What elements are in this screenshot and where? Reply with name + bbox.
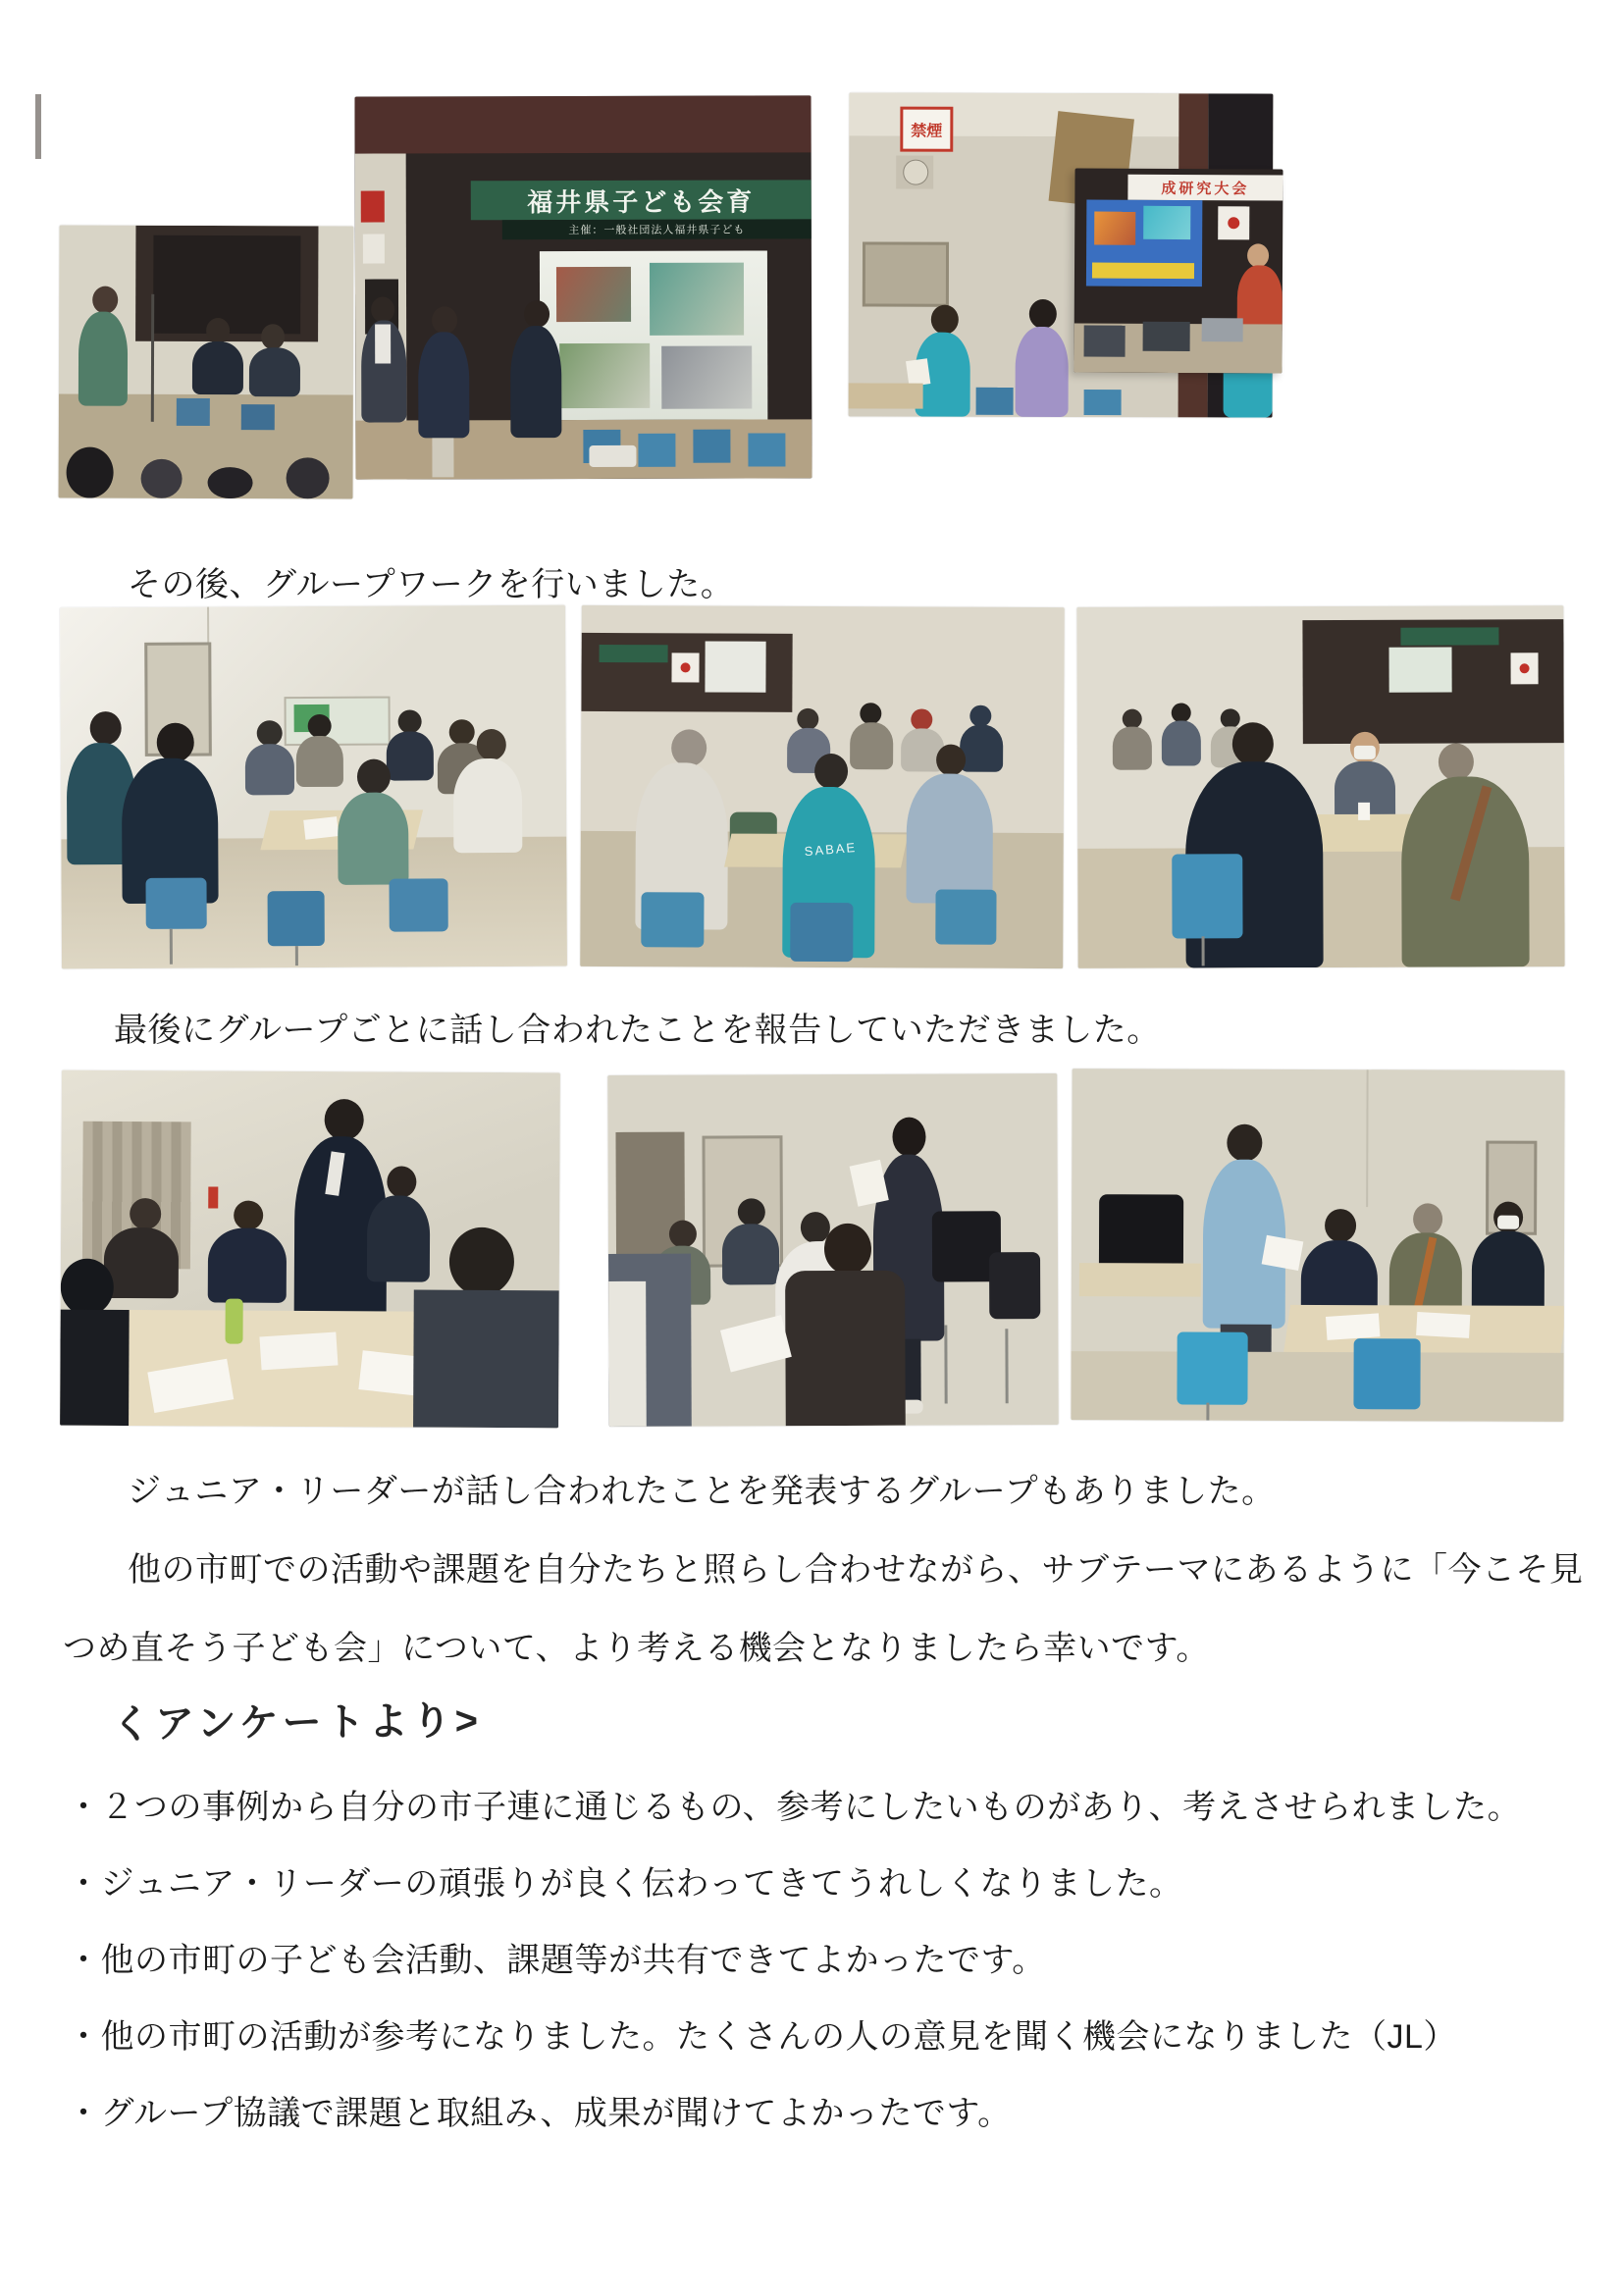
paragraph-reflection-line2: つめ直そう子ども会」について、より考える機会となりましたら幸いです。 bbox=[63, 1630, 1210, 1667]
chair bbox=[935, 890, 996, 945]
person-head-gray bbox=[671, 729, 707, 766]
person-figure bbox=[850, 722, 893, 769]
bottle bbox=[225, 1299, 242, 1344]
audience-head bbox=[669, 1221, 697, 1248]
table bbox=[1202, 318, 1243, 341]
person-head-gray bbox=[1439, 743, 1474, 780]
chair bbox=[1353, 1338, 1420, 1409]
person-figure bbox=[208, 1227, 287, 1302]
projector bbox=[589, 445, 636, 467]
taikai-banner bbox=[1127, 175, 1283, 201]
person-head bbox=[157, 723, 194, 762]
person-figure-green bbox=[79, 312, 128, 406]
person-figure bbox=[418, 332, 469, 438]
screen-photo bbox=[650, 263, 744, 336]
chair bbox=[1143, 322, 1190, 351]
caption-groupwork: その後、グループワークを行いました。 bbox=[128, 566, 735, 603]
survey-item: ・他の市町の子ども会活動、課題等が共有できてよかったです。 bbox=[67, 1942, 1046, 1979]
chair bbox=[177, 398, 210, 426]
red-sign bbox=[361, 191, 385, 223]
chair bbox=[638, 434, 675, 467]
scan-artifact bbox=[35, 94, 41, 159]
stage-banner-subline bbox=[502, 219, 812, 239]
photo-opening-overlay bbox=[1073, 168, 1283, 373]
mic-stand bbox=[151, 294, 154, 422]
person-figure-cardigan bbox=[338, 792, 408, 884]
person-figure-white bbox=[453, 758, 523, 853]
paper-sheet bbox=[1326, 1313, 1380, 1340]
audience-head bbox=[287, 457, 330, 498]
foreground-head bbox=[824, 1224, 871, 1275]
screen-caption-strip bbox=[1092, 263, 1194, 280]
person-head bbox=[398, 709, 422, 733]
stage-banner-text: 福井県子ども会育 bbox=[527, 186, 756, 217]
no-smoking-sign bbox=[900, 107, 953, 152]
stage-banner-subtext: 主催：一般社団法人福井県子ども bbox=[568, 224, 746, 237]
survey-item: ・グループ協議で課題と取組み、成果が聞けてよかったです。 bbox=[67, 2095, 1012, 2132]
chair bbox=[145, 878, 206, 929]
audience-head bbox=[208, 467, 253, 498]
person-head bbox=[936, 745, 966, 776]
japan-flag-sun bbox=[1520, 663, 1530, 673]
chair bbox=[976, 388, 1014, 415]
person-figure bbox=[296, 736, 343, 787]
chair bbox=[693, 430, 730, 463]
paper-sheet bbox=[1262, 1235, 1304, 1271]
person-head bbox=[477, 729, 506, 760]
person-head bbox=[90, 711, 122, 745]
photo-opening-center bbox=[354, 95, 812, 479]
screen-photo bbox=[556, 267, 631, 322]
stage-banner bbox=[471, 180, 812, 220]
person-head bbox=[1232, 722, 1274, 765]
audience-head-redcap bbox=[911, 708, 932, 730]
foreground-figure bbox=[785, 1271, 906, 1427]
audience-head bbox=[969, 705, 991, 727]
person-head-speaker bbox=[892, 1118, 925, 1157]
foreground-head bbox=[449, 1227, 514, 1296]
person-head bbox=[234, 1201, 263, 1230]
person-head bbox=[1325, 1209, 1356, 1242]
chair bbox=[241, 404, 275, 430]
person-head-gray bbox=[1413, 1203, 1442, 1234]
paper-sheet bbox=[259, 1331, 338, 1370]
chair-legs bbox=[170, 929, 173, 965]
japan-flag-sun bbox=[681, 662, 691, 672]
taikai-banner-text: 成研究大会 bbox=[1161, 180, 1250, 197]
projection-screen bbox=[705, 641, 765, 692]
screen-photo bbox=[1094, 212, 1135, 245]
audience-head bbox=[797, 708, 818, 730]
person-head-speaker bbox=[1227, 1124, 1262, 1162]
extinguisher-sign bbox=[208, 1186, 218, 1208]
stage-banner-sliver bbox=[600, 645, 668, 662]
person-head bbox=[931, 305, 959, 335]
audience-head bbox=[67, 447, 114, 498]
person-head bbox=[325, 1099, 364, 1140]
bag bbox=[989, 1252, 1040, 1319]
person-head bbox=[387, 1166, 416, 1197]
floor bbox=[1071, 1351, 1563, 1422]
person-head bbox=[371, 297, 394, 323]
chair bbox=[389, 878, 447, 931]
white-sleeve bbox=[608, 1281, 647, 1427]
person-head bbox=[1029, 299, 1057, 329]
projection-screen bbox=[1389, 648, 1452, 693]
chair-frame bbox=[944, 1325, 947, 1403]
person-figure-lavender bbox=[1016, 327, 1069, 417]
face-mask bbox=[1354, 746, 1376, 759]
no-smoking-text: 禁煙 bbox=[911, 123, 943, 140]
audience-head bbox=[860, 703, 881, 724]
person-head bbox=[814, 754, 848, 789]
survey-item: ・他の市町の活動が参考になりました。たくさんの人の意見を聞く機会になりました（JL） bbox=[67, 2018, 1457, 2056]
white-shirt bbox=[375, 325, 391, 364]
audience-head bbox=[141, 459, 183, 498]
shirt-text: SABAE bbox=[804, 839, 858, 860]
stage-top-band bbox=[354, 95, 811, 153]
chair bbox=[1084, 390, 1122, 415]
stage-banner-sliver bbox=[1400, 627, 1498, 645]
photo-groupwork-1 bbox=[60, 605, 567, 969]
chair bbox=[1084, 325, 1126, 356]
wall-line bbox=[1366, 1070, 1368, 1207]
paragraph-junior-leader: ジュニア・リーダーが話し合われたことを発表するグループもありました。 bbox=[128, 1473, 1276, 1510]
chair-legs bbox=[1206, 1403, 1209, 1421]
person-figure bbox=[104, 1227, 179, 1298]
person-figure bbox=[1162, 720, 1201, 765]
person-head bbox=[92, 287, 118, 314]
chair-legs bbox=[295, 946, 298, 965]
foreground-vest bbox=[413, 1290, 559, 1429]
photo-report-2 bbox=[607, 1073, 1059, 1427]
face-mask bbox=[1497, 1216, 1519, 1229]
table bbox=[1079, 1263, 1201, 1296]
table bbox=[849, 383, 923, 408]
clock-face bbox=[903, 160, 928, 185]
person-figure bbox=[245, 744, 294, 795]
person-figure-blue bbox=[906, 773, 993, 903]
paper-sheet bbox=[303, 816, 339, 840]
chair bbox=[748, 433, 785, 466]
person-figure bbox=[367, 1195, 430, 1281]
foreground-shoulder bbox=[60, 1310, 130, 1426]
chair-legs bbox=[1202, 936, 1205, 965]
chair-frame bbox=[1005, 1329, 1008, 1403]
screen-photo bbox=[559, 343, 650, 408]
person-figure bbox=[510, 326, 561, 438]
survey-item: ・２つの事例から自分の市子連に通じるもの、参考にしたいものがあり、考えさせられました。 bbox=[67, 1789, 1522, 1826]
person-figure bbox=[722, 1224, 779, 1284]
chair bbox=[1177, 1332, 1247, 1405]
person-head bbox=[357, 759, 391, 795]
paragraph-reflection-line1: 他の市町での活動や課題を自分たちと照らし合わせながら、サブテーマにあるように「今こそ見 bbox=[128, 1551, 1584, 1589]
poster bbox=[363, 235, 385, 264]
person-figure bbox=[1113, 727, 1152, 770]
person-head bbox=[1247, 243, 1269, 267]
screen-photo bbox=[1143, 206, 1190, 239]
person-legs bbox=[432, 438, 453, 477]
person-figure bbox=[249, 347, 300, 396]
paper-sheet bbox=[850, 1160, 889, 1207]
photo-report-1 bbox=[60, 1070, 560, 1429]
chair bbox=[641, 892, 704, 947]
person-head bbox=[432, 306, 457, 334]
paper-cup bbox=[1358, 803, 1370, 820]
japan-flag-sun bbox=[1228, 217, 1239, 229]
foreground-head bbox=[61, 1259, 114, 1316]
person-head bbox=[130, 1198, 161, 1229]
person-figure-uniform bbox=[192, 341, 243, 394]
person-head bbox=[206, 318, 230, 343]
caption-report: 最後にグループごとに話し合われたことを報告していただきました。 bbox=[114, 1012, 1161, 1049]
person-figure bbox=[387, 731, 434, 780]
chair bbox=[268, 891, 325, 946]
photo-report-3 bbox=[1071, 1069, 1564, 1422]
audience-head bbox=[738, 1198, 765, 1226]
screen-photo bbox=[661, 346, 752, 409]
person-head bbox=[261, 324, 285, 349]
survey-heading: くアンケートより> bbox=[111, 1699, 483, 1747]
bag bbox=[1099, 1194, 1183, 1271]
person-head bbox=[308, 714, 332, 738]
person-figure-suit bbox=[1472, 1231, 1544, 1318]
person-head bbox=[257, 720, 283, 746]
person-head bbox=[524, 300, 550, 328]
photo-opening-left bbox=[59, 225, 354, 498]
stage-curtain bbox=[153, 235, 300, 335]
chair bbox=[790, 903, 853, 962]
survey-item: ・ジュニア・リーダーの頑張りが良く伝わってきてうれしくなりました。 bbox=[67, 1865, 1183, 1903]
person-head bbox=[449, 719, 475, 745]
chair bbox=[1172, 854, 1242, 938]
photo-groupwork-2 bbox=[580, 605, 1065, 968]
paper-sheet bbox=[1416, 1312, 1470, 1338]
paper-sheet bbox=[720, 1315, 792, 1372]
wall-vent bbox=[863, 241, 949, 306]
photo-groupwork-3 bbox=[1076, 605, 1564, 968]
person-figure bbox=[960, 725, 1003, 772]
